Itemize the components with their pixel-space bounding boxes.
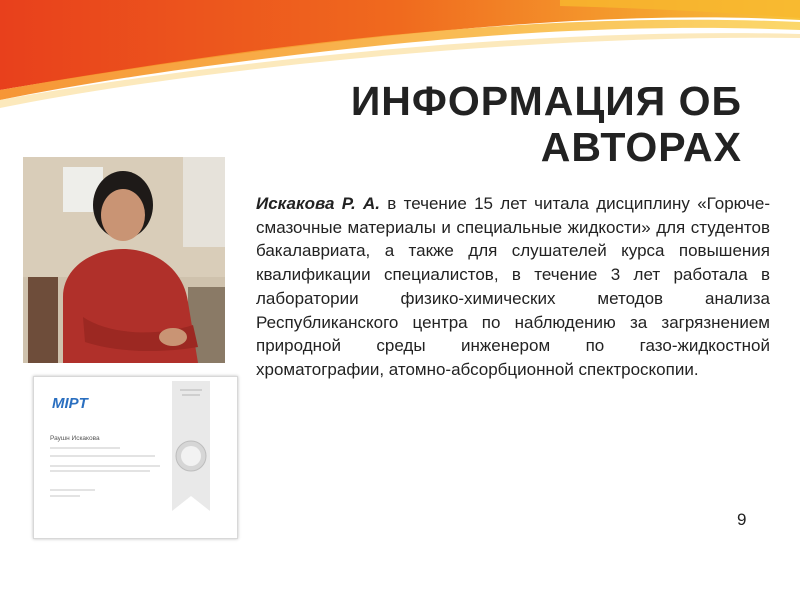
cert-text-line <box>50 455 155 457</box>
cert-text-line <box>50 470 150 472</box>
cert-text-line <box>50 447 120 449</box>
title-line-1: ИНФОРМАЦИЯ ОБ <box>350 78 742 124</box>
cert-text-line <box>50 489 95 491</box>
author-bio-text: в течение 15 лет читала дисциплину «Горюче-смазочные материалы и специальные жидкости» для студентов бакалавриата, а также для слушателей курса повышения квалификации специалистов, в течение 3 лет работала в лаборатории физико-химических методов анализа Республиканского центра по наблюдению за загрязнением природной среды инженером по газо-жидкостной хроматографии, атомно-абсорбционной спектроскопии. <box>256 194 770 379</box>
certificate-image <box>33 376 238 539</box>
cert-text-line <box>50 495 80 497</box>
author-name: Искакова Р. А. <box>256 194 380 213</box>
author-photo <box>23 157 225 363</box>
page-number: 9 <box>737 510 747 529</box>
cert-text-line <box>50 465 160 467</box>
cert-logo: MIPT <box>52 395 88 412</box>
cert-ribbon-seal <box>172 381 210 511</box>
title-line-2: АВТОРАХ <box>540 124 742 170</box>
author-description <box>256 192 770 382</box>
cert-recipient-name: Раушн Искакова <box>50 435 100 442</box>
slide-title <box>222 78 742 170</box>
